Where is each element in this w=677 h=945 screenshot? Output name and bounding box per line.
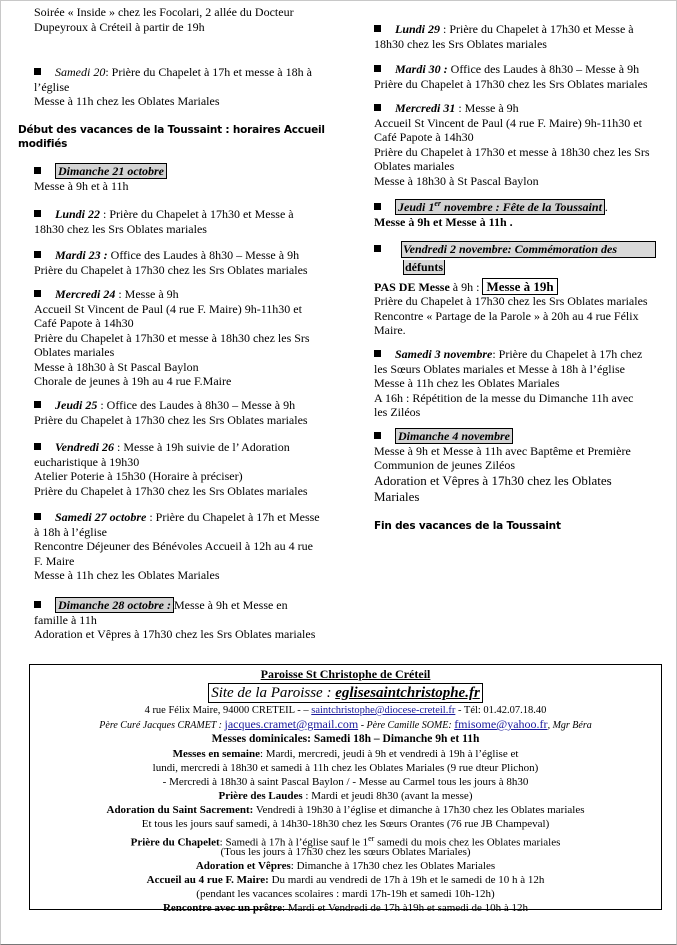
heading-fin-vacances: Fin des vacances de la Toussaint bbox=[374, 520, 561, 532]
event-lundi-29: Lundi 29 : Prière du Chapelet à 17h30 et Messe à 18h30 chez les Srs Oblates mariales bbox=[374, 22, 634, 51]
event-mardi-23: Mardi 23 : Office des Laudes à 8h30 – Messe à 9h Prière du Chapelet à 17h30 chez les Srs Oblates mariales bbox=[34, 248, 308, 277]
vepres-line: Adoration et Vêpres: Dimanche à 17h30 chez les Oblates Mariales bbox=[195, 860, 496, 872]
parish-title: Paroisse St Christophe de Créteil bbox=[260, 667, 431, 681]
event-mercredi-31: Mercredi 31 : Messe à 9h Accueil St Vincent de Paul (4 rue F. Maire) 9h-11h30 et Café Papote à 14h30 Prière du Chapelet à 17h30 et messe à 18h30 chez les Srs Oblates mariales Messe à 18h30 à St Pascal Baylon bbox=[374, 101, 650, 188]
heading-debut-vacances: Début des vacances de la Toussaint : horaires Accueil modifiés bbox=[18, 124, 325, 150]
parish-email-link[interactable]: saintchristophe@diocese-creteil.fr bbox=[311, 705, 456, 716]
site-link[interactable]: eglisesaintchristophe.fr bbox=[335, 685, 480, 701]
adoration-line: Adoration du Saint Sacrement: Vendredi à 19h30 à l’église et dimanche à 17h30 chez les Oblates mariales bbox=[106, 804, 585, 816]
bullet-icon bbox=[34, 513, 41, 520]
bullet-icon bbox=[34, 443, 41, 450]
event-dimanche-21: Dimanche 21 octobre Messe à 9h et à 11h bbox=[34, 164, 326, 193]
site-line: Site de la Paroisse : eglisesaintchristophe.fr bbox=[30, 683, 661, 703]
bullet-icon bbox=[34, 401, 41, 408]
bullet-icon bbox=[374, 25, 381, 32]
bullet-icon bbox=[374, 432, 381, 439]
event-samedi-20: Samedi 20: Prière du Chapelet à 17h et messe à 18h à l’église Messe à 11h chez les Oblates Mariales bbox=[34, 65, 312, 108]
parish-info-box: Paroisse St Christophe de Créteil Site de la Paroisse : eglisesaintchristophe.fr 4 rue Félix Maire, 94000 CRETEIL - – saintchristophe@diocese-creteil.fr - Tél: 01.42.07.18.40 Père Curé Jacques CRAMET : jacques.cramet@gmail.com - Père Camille SOME: fmisome@yahoo.fr, Mgr Béra Messes dominicales: Samedi 18h – Dimanche 9h et 11h Messes en semaine: Mardi, mercredi, jeudi à 9h et vendredi à 19h à l’église et lundi, mercredi à 18h30 et samedi à 11h chez les Oblates Mariales (9 rue dteur Plichon) - Mercredi à 18h30 à saint Pascal Baylon / - Messe au Carmel tous les jours à 8h30 Prière des Laudes : Mardi et jeudi 8h30 (avant la messe) Adoration du Saint Sacrement: Vendredi à 19h30 à l’église et dimanche à 17h30 chez les Oblates mariales Et tous les jours sauf samedi, à 14h30-18h30 chez les Sœurs Orantes (76 rue JB Champeval) Prière du Chapelet: Samedi à 17h à l’église sauf le 1er samedi du mois chez les Oblates mariales (Tous les jours à 17h30 chez les sœurs Oblates Mariales) Adoration et Vêpres: Dimanche à 17h30 chez les Oblates Mariales Accueil au 4 rue F. Maire: Du mardi au vendredi de 17h à 19h et le samedi de 10 h à 12h (pendant les vacances scolaires : mardi 17h-19h et samedi 10h-12h) Rencontre avec un prêtre: Mardi et Vendredi de 17h à19h et samedi de 10h à 12h bbox=[29, 664, 662, 910]
bullet-icon bbox=[34, 601, 41, 608]
event-dimanche-28: Dimanche 28 octobre : Messe à 9h et Messe en famille à 11h Adoration et Vêpres à 17h30 chez les Srs Oblates mariales bbox=[34, 598, 316, 641]
bullet-icon bbox=[34, 167, 41, 174]
some-email-link[interactable]: fmisome@yahoo.fr bbox=[454, 717, 548, 731]
event-samedi-3: Samedi 3 novembre: Prière du Chapelet à 17h chez les Sœurs Oblates mariales et Messe à 18h à l’église Messe à 11h chez les Oblates Mariales A 16h : Répétition de la messe du Dimanche 11h avec les Ziléos bbox=[374, 347, 643, 419]
chapelet-line: Prière du Chapelet: Samedi à 17h à l’église sauf le 1er samedi du mois chez les Oblates mariales bbox=[130, 834, 561, 849]
event-dimanche-4: Dimanche 4 novembre Messe à 9h et Messe à 11h avec Baptême et Première Communion de jeunes Ziléos Adoration et Vêpres à 17h30 chez les Oblates Mariales bbox=[374, 429, 631, 504]
weekday-masses: Messes en semaine: Mardi, mercredi, jeudi à 9h et vendredi à 19h à l’église et bbox=[172, 748, 519, 760]
bullet-icon bbox=[374, 104, 381, 111]
bullet-icon bbox=[34, 68, 41, 75]
accueil-line: Accueil au 4 rue F. Maire: Du mardi au vendredi de 17h à 19h et le samedi de 10 h à 12h bbox=[146, 874, 545, 886]
laudes-line: Prière des Laudes : Mardi et jeudi 8h30 (avant la messe) bbox=[218, 790, 473, 802]
bullet-icon bbox=[34, 251, 41, 258]
event-jeudi-1: Jeudi 1er novembre : Fête de la Toussaint . Messe à 9h et Messe à 11h . bbox=[374, 199, 608, 229]
bullet-icon bbox=[374, 65, 381, 72]
event-soiree-inside: Soirée « Inside » chez les Focolari, 2 allée du Docteur Dupeyroux à Créteil à partir de 19h bbox=[34, 5, 294, 34]
priests-line: Père Curé Jacques CRAMET : jacques.cramet@gmail.com - Père Camille SOME: fmisome@yahoo.fr, Mgr Béra bbox=[99, 717, 592, 731]
rencontre-line: Rencontre avec un prêtre: Mardi et Vendredi de 17h à19h et samedi de 10h à 12h bbox=[162, 902, 529, 914]
event-jeudi-25: Jeudi 25 : Office des Laudes à 8h30 – Messe à 9h Prière du Chapelet à 17h30 chez les Srs Oblates mariales bbox=[34, 398, 308, 427]
bullet-icon bbox=[34, 290, 41, 297]
event-lundi-22: Lundi 22 : Prière du Chapelet à 17h30 et Messe à 18h30 chez les Srs Oblates mariales bbox=[34, 207, 294, 236]
event-mardi-30: Mardi 30 : Office des Laudes à 8h30 – Messe à 9h Prière du Chapelet à 17h30 chez les Srs Oblates mariales bbox=[374, 62, 648, 91]
event-vendredi-2: Vendredi 2 novembre: Commémoration des défunts PAS DE Messe à 9h : Messe à 19h Prière du Chapelet à 17h30 chez les Srs Oblates mariales Rencontre « Partage de la Parole » à 20h au 4 rue Félix Maire. bbox=[374, 241, 656, 338]
sunday-masses: Messes dominicales: Samedi 18h – Dimanche 9h et 11h bbox=[211, 733, 480, 745]
event-samedi-27: Samedi 27 octobre : Prière du Chapelet à 17h et Messe à 18h à l’église Rencontre Déjeuner des Bénévoles Accueil à 12h au 4 rue F. Maire Messe à 11h chez les Oblates Mariales bbox=[34, 510, 320, 582]
bullet-icon bbox=[374, 203, 381, 210]
bullet-icon bbox=[34, 210, 41, 217]
event-vendredi-26: Vendredi 26 : Messe à 19h suivie de l’ Adoration eucharistique à 19h30 Atelier Poterie à 15h30 (Horaire à préciser) Prière du Chapelet à 17h30 chez les Srs Oblates mariales bbox=[34, 440, 308, 498]
event-mercredi-24: Mercredi 24 : Messe à 9h Accueil St Vincent de Paul (4 rue F. Maire) 9h-11h30 et Café Papote à 14h30 Prière du Chapelet à 17h30 et messe à 18h30 chez les Srs Oblates mariales Messe à 18h30 à St Pascal Baylon Chorale de jeunes à 19h au 4 rue F.Maire bbox=[34, 287, 310, 388]
cure-email-link[interactable]: jacques.cramet@gmail.com bbox=[224, 717, 359, 731]
bullet-icon bbox=[374, 245, 381, 252]
address-line: 4 rue Félix Maire, 94000 CRETEIL - – saintchristophe@diocese-creteil.fr - Tél: 01.42.07.18.40 bbox=[144, 705, 547, 716]
bullet-icon bbox=[374, 350, 381, 357]
